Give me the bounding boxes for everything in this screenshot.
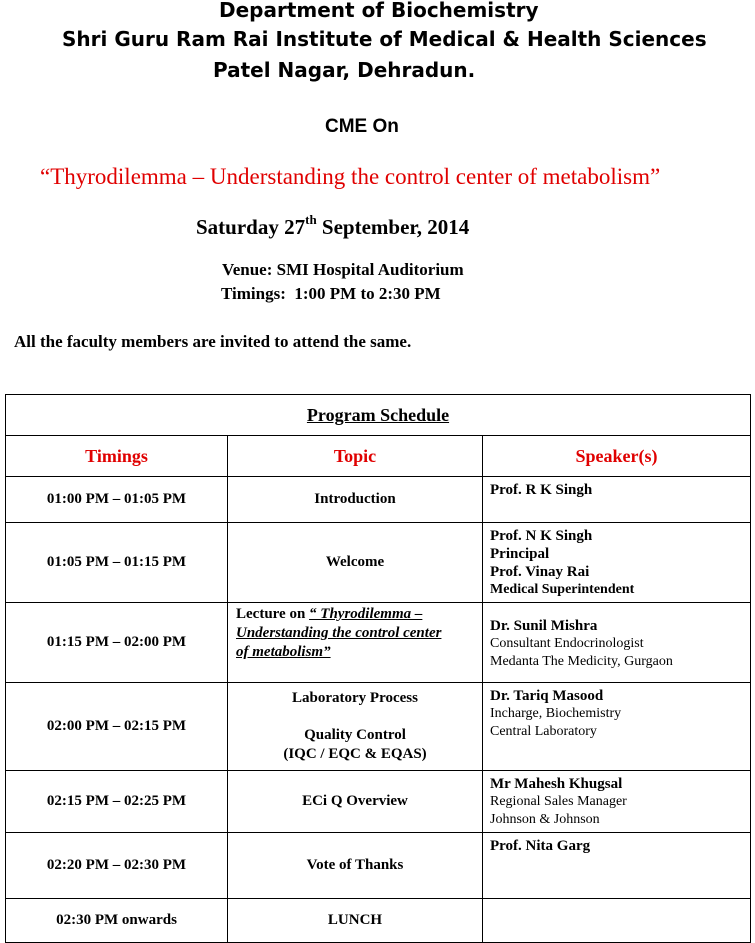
topic-line: Laboratory Process	[292, 690, 418, 706]
speaker-org: Medanta The Medicity, Gurgaon	[490, 654, 673, 669]
row-time: 02:15 PM – 02:25 PM	[6, 771, 228, 833]
department-name: Department of Biochemistry	[219, 0, 539, 22]
speaker-name: Prof. R K Singh	[490, 482, 593, 498]
table-row	[6, 899, 751, 943]
invitation-text: All the faculty members are invited to attend the same.	[14, 332, 412, 351]
row-time: 02:00 PM – 02:15 PM	[6, 683, 228, 771]
table-row	[6, 771, 751, 833]
program-schedule-table	[5, 394, 751, 943]
topic-italic-line: of metabolism”	[236, 644, 331, 660]
table-row	[6, 683, 751, 771]
schedule-header-row	[6, 436, 751, 477]
row-topic	[228, 683, 483, 771]
header-timings: Timings	[6, 436, 228, 477]
row-time: 02:20 PM – 02:30 PM	[6, 833, 228, 899]
event-date	[196, 214, 469, 240]
speaker-name: Mr Mahesh Khugsal	[490, 776, 623, 792]
speaker-role: Principal	[490, 546, 550, 562]
header-topic: Topic	[228, 436, 483, 477]
speaker-org: Central Laboratory	[490, 724, 597, 739]
row-topic: Welcome	[228, 523, 483, 603]
speaker-role: Consultant Endocrinologist	[490, 636, 644, 651]
row-speakers	[483, 603, 751, 683]
event-title: “Thyrodilemma – Understanding the control center of metabolism”	[40, 164, 661, 189]
topic-line: (IQC / EQC & EQAS)	[283, 746, 427, 762]
schedule-title-cell	[6, 395, 751, 436]
event-venue: Venue: SMI Hospital Auditorium	[222, 260, 464, 279]
table-row	[6, 523, 751, 603]
speaker-org: Johnson & Johnson	[490, 812, 600, 827]
speaker-role: Medical Superintendent	[490, 582, 635, 597]
row-topic	[228, 603, 483, 683]
speaker-name: Prof. Nita Garg	[490, 838, 591, 854]
row-speakers	[483, 523, 751, 603]
row-speakers	[483, 683, 751, 771]
date-rest: September, 2014	[316, 215, 470, 239]
topic-italic-line: Understanding the control center	[236, 625, 442, 641]
table-row	[6, 477, 751, 523]
row-topic: ECi Q Overview	[228, 771, 483, 833]
row-speakers	[483, 477, 751, 523]
speaker-name: Prof. N K Singh	[490, 528, 593, 544]
speaker-name: Prof. Vinay Rai	[490, 564, 590, 580]
speaker-name: Dr. Sunil Mishra	[490, 618, 598, 634]
schedule-title: Program Schedule	[306, 404, 450, 425]
cme-label: CME On	[325, 116, 399, 137]
date-day: Saturday 27	[196, 215, 306, 239]
table-row	[6, 833, 751, 899]
row-speakers	[483, 899, 751, 943]
topic-line: Quality Control	[304, 727, 406, 743]
topic-italic: “ Thyrodilemma –	[309, 606, 423, 622]
row-topic: LUNCH	[228, 899, 483, 943]
row-time: 01:15 PM – 02:00 PM	[6, 603, 228, 683]
speaker-name: Dr. Tariq Masood	[490, 688, 604, 704]
speaker-role: Regional Sales Manager	[490, 794, 627, 809]
institute-address: Patel Nagar, Dehradun.	[213, 58, 476, 82]
header-speakers: Speaker(s)	[483, 436, 751, 477]
date-suffix: th	[305, 212, 317, 227]
row-speakers	[483, 833, 751, 899]
row-speakers	[483, 771, 751, 833]
event-timings: Timings: 1:00 PM to 2:30 PM	[221, 284, 441, 303]
speaker-role: Incharge, Biochemistry	[490, 706, 622, 721]
row-topic: Introduction	[228, 477, 483, 523]
topic-prefix: Lecture on	[236, 606, 310, 622]
institute-name: Shri Guru Ram Rai Institute of Medical & Health Sciences	[62, 27, 707, 51]
topic-line	[236, 605, 482, 624]
row-time: 02:30 PM onwards	[6, 899, 228, 943]
row-topic: Vote of Thanks	[228, 833, 483, 899]
table-row	[6, 603, 751, 683]
row-time: 01:00 PM – 01:05 PM	[6, 477, 228, 523]
row-time: 01:05 PM – 01:15 PM	[6, 523, 228, 603]
